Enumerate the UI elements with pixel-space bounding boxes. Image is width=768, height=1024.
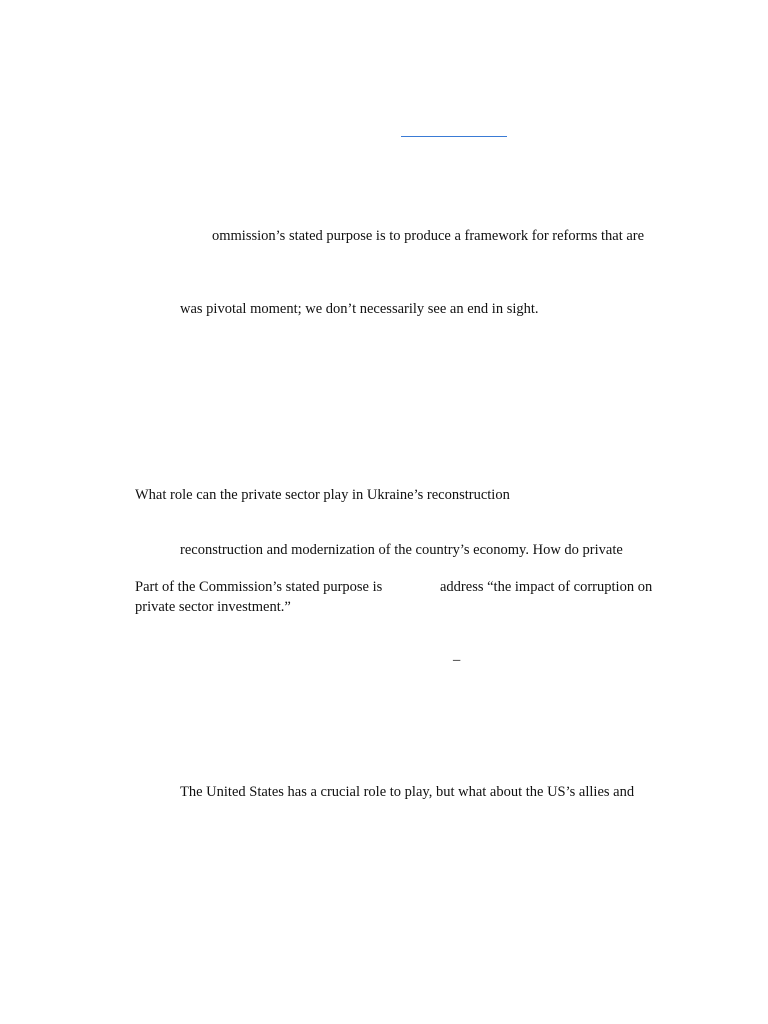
text-line-private-sector-question: What role can the private sector play in Ukraine’s reconstruction (135, 487, 510, 503)
text-line-private-sector-investment: private sector investment.” (135, 599, 291, 615)
text-line-commission-stated-purpose: Part of the Commission’s stated purpose is (135, 579, 383, 595)
text-dash: – (453, 652, 461, 668)
hyperlink-underline[interactable] (401, 136, 507, 137)
text-line-corruption-impact: address “the impact of corruption on (440, 579, 653, 595)
text-line-reconstruction-modernization: reconstruction and modernization of the country’s economy. How do private (180, 542, 623, 558)
text-line-pivotal-moment: was pivotal moment; we don’t necessarily see an end in sight. (180, 301, 539, 317)
text-line-united-states-role: The United States has a crucial role to play, but what about the US’s allies and (180, 784, 635, 800)
text-line-commission-purpose: ommission’s stated purpose is to produce a framework for reforms that are (212, 228, 645, 244)
